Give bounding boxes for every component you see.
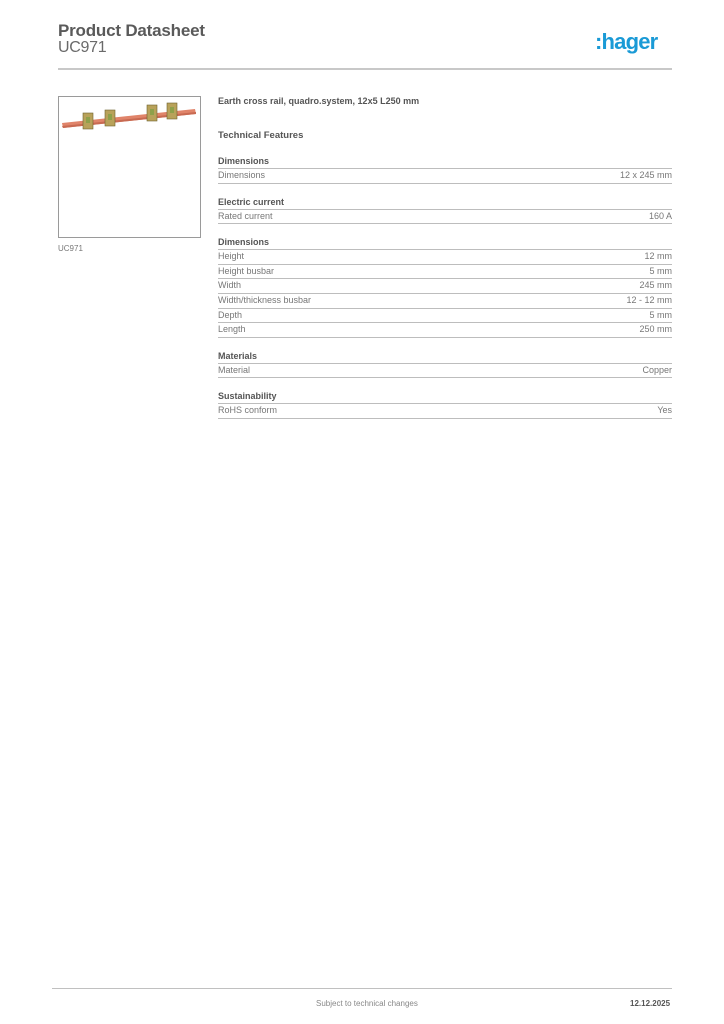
spec-label: Length xyxy=(218,324,246,335)
spec-row xyxy=(218,250,672,265)
group-title: Sustainability xyxy=(218,390,672,404)
spec-row xyxy=(218,265,672,280)
footer-divider xyxy=(52,988,672,989)
spec-label: Depth xyxy=(218,309,243,320)
spec-label: Material xyxy=(218,364,251,375)
spec-value: Yes xyxy=(657,405,672,416)
hager-logo: :hager xyxy=(595,29,658,54)
spec-row xyxy=(218,323,672,338)
spec-row xyxy=(218,169,672,184)
spec-row xyxy=(218,210,672,225)
spec-row xyxy=(218,279,672,294)
spec-row xyxy=(218,404,672,419)
spec-value: 160 A xyxy=(648,210,672,221)
page-title: Product Datasheet xyxy=(58,21,205,40)
group-title: Materials xyxy=(218,350,672,364)
spec-label: Rated current xyxy=(218,210,273,221)
spec-value: 245 mm xyxy=(639,280,672,291)
spec-label: Width xyxy=(218,280,242,291)
busbar-illustration-icon xyxy=(59,97,200,237)
spec-group-dimensions xyxy=(218,155,672,184)
spec-value: 12 mm xyxy=(644,251,672,262)
spec-row xyxy=(218,309,672,324)
spec-label: Height xyxy=(218,251,245,262)
spec-value: 5 mm xyxy=(649,265,672,276)
spec-group-electric-current xyxy=(218,196,672,225)
spec-row xyxy=(218,294,672,309)
footer-note: Subject to technical changes xyxy=(316,999,418,1008)
technical-features-title: Technical Features xyxy=(218,130,304,141)
spec-group-materials xyxy=(218,350,672,379)
group-title: Dimensions xyxy=(218,236,672,250)
product-name: Earth cross rail, quadro.system, 12x5 L250 mm xyxy=(218,96,420,106)
spec-label: RoHS conform xyxy=(218,405,278,416)
group-title: Dimensions xyxy=(218,155,672,169)
spec-value: 250 mm xyxy=(639,324,672,335)
spec-label: Dimensions xyxy=(218,170,266,180)
spec-group-dimensions-detail xyxy=(218,236,672,338)
group-title: Electric current xyxy=(218,196,672,210)
spec-value: 12 - 12 mm xyxy=(626,294,672,305)
spec-row xyxy=(218,364,672,379)
footer-date: 12.12.2025 xyxy=(630,999,671,1008)
spec-group-sustainability xyxy=(218,390,672,419)
spec-value: Copper xyxy=(642,364,672,375)
header-divider xyxy=(58,68,672,70)
spec-label: Width/thickness busbar xyxy=(218,294,312,305)
spec-value: 5 mm xyxy=(649,309,672,320)
product-code: UC971 xyxy=(58,39,107,56)
spec-table xyxy=(218,155,672,431)
spec-value: 12 x 245 mm xyxy=(619,170,672,180)
spec-label: Height busbar xyxy=(218,265,275,276)
image-caption: UC971 xyxy=(58,244,83,253)
product-image xyxy=(58,96,201,238)
